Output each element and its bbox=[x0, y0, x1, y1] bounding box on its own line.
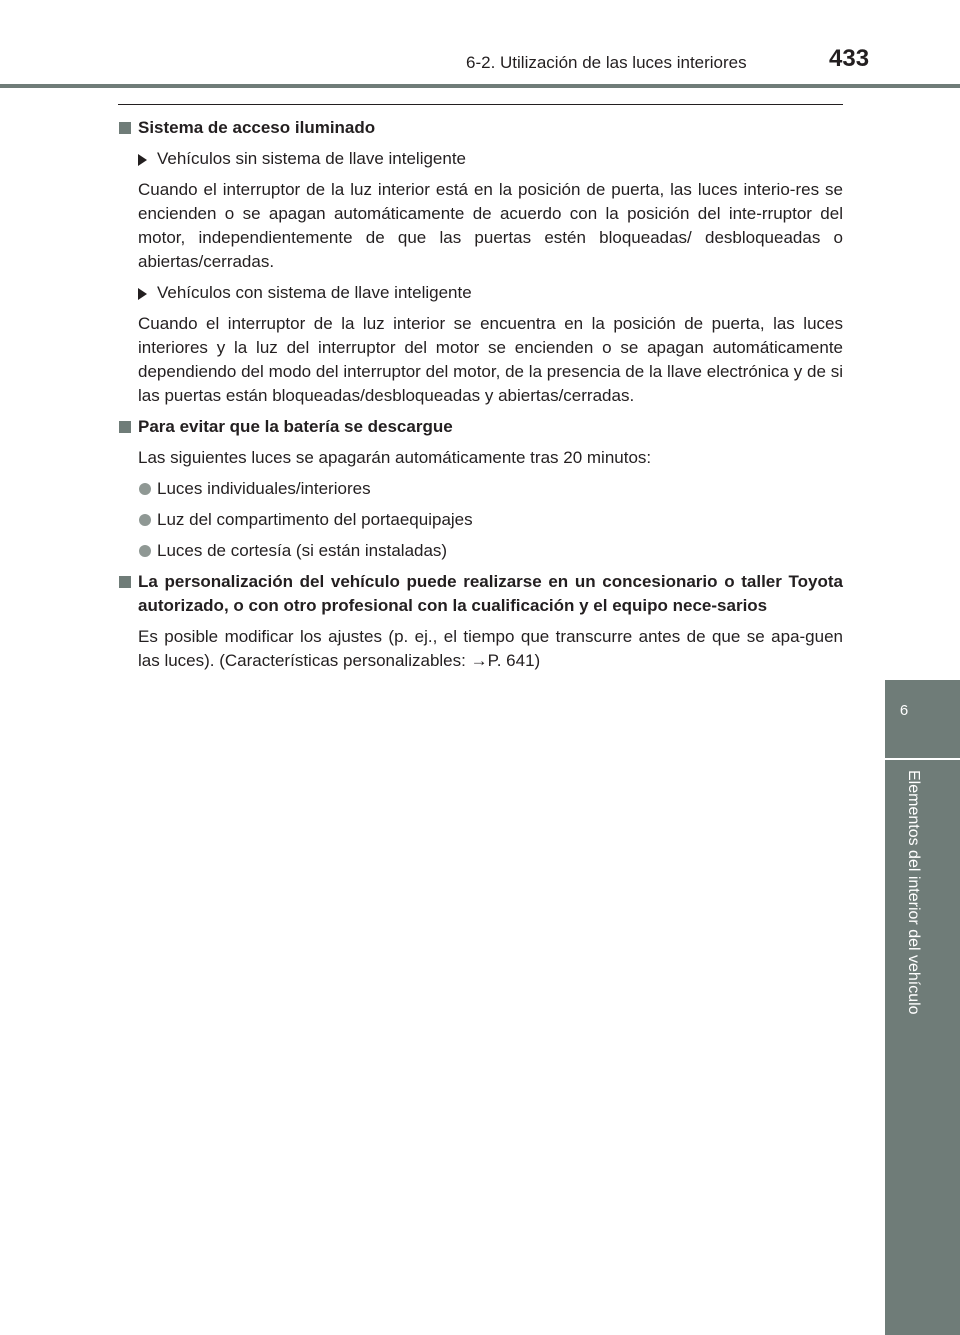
circle-bullet-icon bbox=[139, 514, 151, 526]
section-title: Para evitar que la batería se descargue bbox=[138, 417, 453, 436]
subsection-heading bbox=[119, 147, 843, 171]
body-text bbox=[119, 116, 843, 680]
square-bullet-icon bbox=[119, 122, 131, 134]
subsection-heading bbox=[119, 281, 843, 305]
list-item bbox=[119, 477, 843, 501]
chapter-number: 6 bbox=[899, 702, 909, 719]
paragraph: Las siguientes luces se apagarán automáticamente tras 20 minutos: bbox=[138, 448, 652, 467]
subsection-title: Vehículos con sistema de llave inteligente bbox=[157, 283, 472, 302]
subsection-title: Vehículos sin sistema de llave inteligente bbox=[157, 149, 467, 168]
section-heading bbox=[119, 570, 843, 618]
paragraph: Es posible modificar los ajustes (p. ej., el tiempo que transcurre antes de que se apa-guen las luces). (Características personalizables: →P. 641) bbox=[138, 627, 843, 670]
list-item-text: Luces de cortesía (si están instaladas) bbox=[157, 541, 448, 560]
list-item bbox=[119, 508, 843, 532]
section-heading bbox=[119, 116, 843, 140]
header-bar bbox=[0, 84, 960, 88]
chapter-title: Elementos del interior del vehículo bbox=[905, 770, 922, 1015]
chapter-strip bbox=[885, 760, 960, 1335]
paragraph: Cuando el interruptor de la luz interior está en la posición de puerta, las luces interio-res se encienden o se apagan automáticamente de acuerdo con la posición del inte-rruptor del motor, independientemente de que las puertas estén bloqueadas/ desbloqueadas o abiertas/cerradas. bbox=[138, 180, 843, 271]
list-item bbox=[119, 539, 843, 563]
section-heading bbox=[119, 415, 843, 439]
triangle-bullet-icon bbox=[138, 288, 147, 300]
square-bullet-icon bbox=[119, 421, 131, 433]
header-section-title: 6-2. Utilización de las luces interiores bbox=[466, 53, 747, 72]
chapter-tab bbox=[885, 680, 960, 758]
list-item-text: Luz del compartimento del portaequipajes bbox=[157, 510, 473, 529]
content-rule bbox=[118, 104, 843, 105]
circle-bullet-icon bbox=[139, 483, 151, 495]
square-bullet-icon bbox=[119, 576, 131, 588]
circle-bullet-icon bbox=[139, 545, 151, 557]
section-title: Sistema de acceso iluminado bbox=[138, 118, 376, 137]
page-number: 433 bbox=[829, 45, 870, 72]
triangle-bullet-icon bbox=[138, 154, 147, 166]
section-title: La personalización del vehículo puede realizarse en un concesionario o taller Toyota autorizado, o con otro profesional con la cualificación y el equipo nece-sarios bbox=[138, 572, 843, 615]
paragraph: Cuando el interruptor de la luz interior se encuentra en la posición de puerta, las luces interiores y la luz del interruptor del motor se encienden o se apagan automáticamente dependiendo del modo del interruptor del motor, de la presencia de la llave electrónica y de si las puertas están bloqueadas/desbloqueadas y abiertas/cerradas. bbox=[138, 314, 843, 405]
list-item-text: Luces individuales/interiores bbox=[157, 479, 371, 498]
